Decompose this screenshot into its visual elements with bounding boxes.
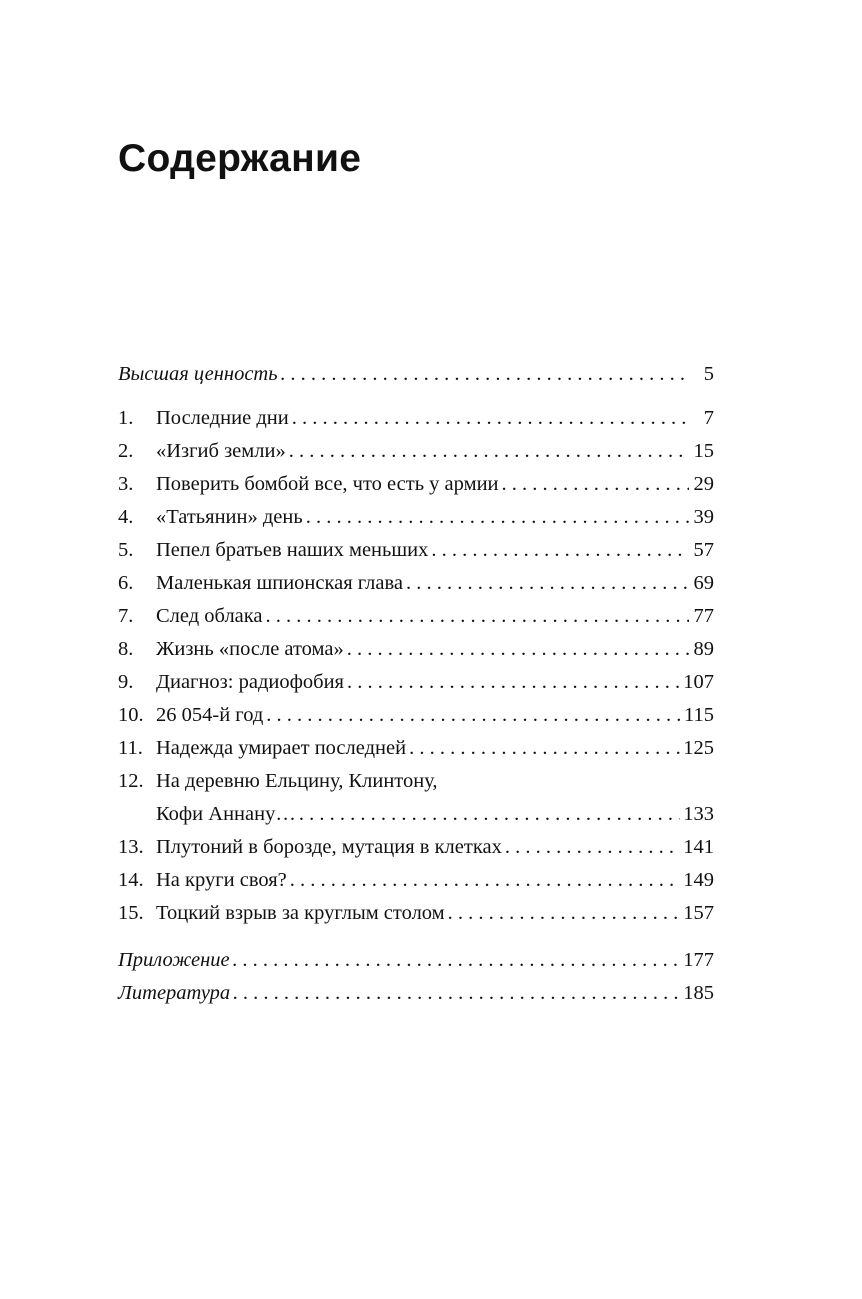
dot-leader xyxy=(299,798,680,831)
chapter-number: 12. xyxy=(118,770,144,792)
toc-entry-title: Высшая ценность xyxy=(118,363,278,385)
dot-leader xyxy=(233,944,681,977)
chapter-title: Поверить бомбой все, что есть у армии xyxy=(156,473,499,495)
dot-leader xyxy=(290,864,681,897)
dot-leader xyxy=(409,732,680,765)
dot-leader xyxy=(347,633,689,666)
chapter-page: 39 xyxy=(693,506,714,528)
chapter-number: 9. xyxy=(118,671,134,693)
toc-entry-chapter-11[interactable] xyxy=(118,732,714,765)
chapter-title: На деревню Ельцину, Клинтону, xyxy=(156,770,438,792)
chapter-number: 14. xyxy=(118,869,144,891)
chapter-number: 13. xyxy=(118,836,144,858)
chapter-page: 7 xyxy=(703,407,714,429)
dot-leader xyxy=(306,501,689,534)
dot-leader xyxy=(406,567,689,600)
toc-entry-chapter-10[interactable] xyxy=(118,699,714,732)
chapter-number: 1. xyxy=(118,407,134,429)
dot-leader xyxy=(505,831,680,864)
toc-entry-chapter-5[interactable] xyxy=(118,534,714,567)
chapter-page: 133 xyxy=(683,803,714,825)
toc-entry-chapter-15[interactable] xyxy=(118,897,714,930)
dot-leader xyxy=(266,600,689,633)
chapter-title: 26 054-й год xyxy=(156,704,264,726)
chapter-page: 29 xyxy=(693,473,714,495)
dot-leader xyxy=(502,468,689,501)
toc-entry-chapter-12-line1[interactable] xyxy=(118,765,714,798)
toc-entry-chapter-14[interactable] xyxy=(118,864,714,897)
chapter-page: 157 xyxy=(683,902,714,924)
toc-entry-page: 177 xyxy=(683,949,714,971)
chapter-page: 141 xyxy=(683,836,714,858)
page-title: Содержание xyxy=(118,137,362,180)
toc-entry-chapter-3[interactable] xyxy=(118,468,714,501)
toc-entry-title: Литература xyxy=(118,982,231,1004)
chapter-page: 115 xyxy=(684,704,714,726)
chapter-number: 8. xyxy=(118,638,134,660)
toc-entry-chapter-1[interactable] xyxy=(118,402,714,435)
dot-leader xyxy=(347,666,680,699)
chapter-number: 10. xyxy=(118,704,144,726)
chapter-page: 15 xyxy=(693,440,714,462)
toc-entry-chapter-2[interactable] xyxy=(118,435,714,468)
toc-entry-intro[interactable] xyxy=(118,358,714,391)
chapter-page: 57 xyxy=(693,539,714,561)
chapter-number: 11. xyxy=(118,737,143,759)
chapter-page: 69 xyxy=(693,572,714,594)
chapter-page: 77 xyxy=(693,605,714,627)
toc-entry-chapter-13[interactable] xyxy=(118,831,714,864)
chapter-page: 107 xyxy=(683,671,714,693)
toc-entry-appendix[interactable] xyxy=(118,944,714,977)
chapter-number: 2. xyxy=(118,440,134,462)
dot-leader xyxy=(266,699,681,732)
chapter-title-continued: Кофи Аннану… xyxy=(156,803,296,825)
chapter-page: 149 xyxy=(683,869,714,891)
chapter-number: 4. xyxy=(118,506,134,528)
chapter-title: Тоцкий взрыв за круглым столом xyxy=(156,902,445,924)
chapter-number: 6. xyxy=(118,572,134,594)
chapter-title: На круги своя? xyxy=(156,869,287,891)
chapter-title: «Изгиб земли» xyxy=(156,440,286,462)
chapter-title: Жизнь «после атома» xyxy=(156,638,344,660)
toc-entry-literature[interactable] xyxy=(118,977,714,1010)
dot-leader xyxy=(281,358,689,391)
toc-entry-chapter-12-line2[interactable] xyxy=(118,798,714,831)
toc-entry-chapter-4[interactable] xyxy=(118,501,714,534)
dot-leader xyxy=(289,435,689,468)
toc-entry-chapter-9[interactable] xyxy=(118,666,714,699)
chapter-title: «Татьянин» день xyxy=(156,506,303,528)
chapter-title: Последние дни xyxy=(156,407,289,429)
dot-leader xyxy=(233,977,680,1010)
chapter-title: След облака xyxy=(156,605,263,627)
chapter-number: 5. xyxy=(118,539,134,561)
chapter-number: 3. xyxy=(118,473,134,495)
toc-entry-chapter-7[interactable] xyxy=(118,600,714,633)
dot-leader xyxy=(292,402,689,435)
toc-entry-page: 185 xyxy=(683,982,714,1004)
chapter-number: 15. xyxy=(118,902,144,924)
chapter-title: Пепел братьев наших меньших xyxy=(156,539,429,561)
toc-entry-title: Приложение xyxy=(118,949,230,971)
toc-entry-page: 5 xyxy=(703,363,714,385)
toc-entry-chapter-8[interactable] xyxy=(118,633,714,666)
chapter-title: Диагноз: радиофобия xyxy=(156,671,344,693)
dot-leader xyxy=(448,897,681,930)
dot-leader xyxy=(431,534,689,567)
chapter-page: 89 xyxy=(693,638,714,660)
chapter-title: Надежда умирает последней xyxy=(156,737,407,759)
chapter-title: Плутоний в борозде, мутация в клетках xyxy=(156,836,502,858)
chapter-title: Маленькая шпионская глава xyxy=(156,572,404,594)
chapter-number: 7. xyxy=(118,605,134,627)
chapter-page: 125 xyxy=(683,737,714,759)
table-of-contents xyxy=(118,358,714,1010)
toc-entry-chapter-6[interactable] xyxy=(118,567,714,600)
